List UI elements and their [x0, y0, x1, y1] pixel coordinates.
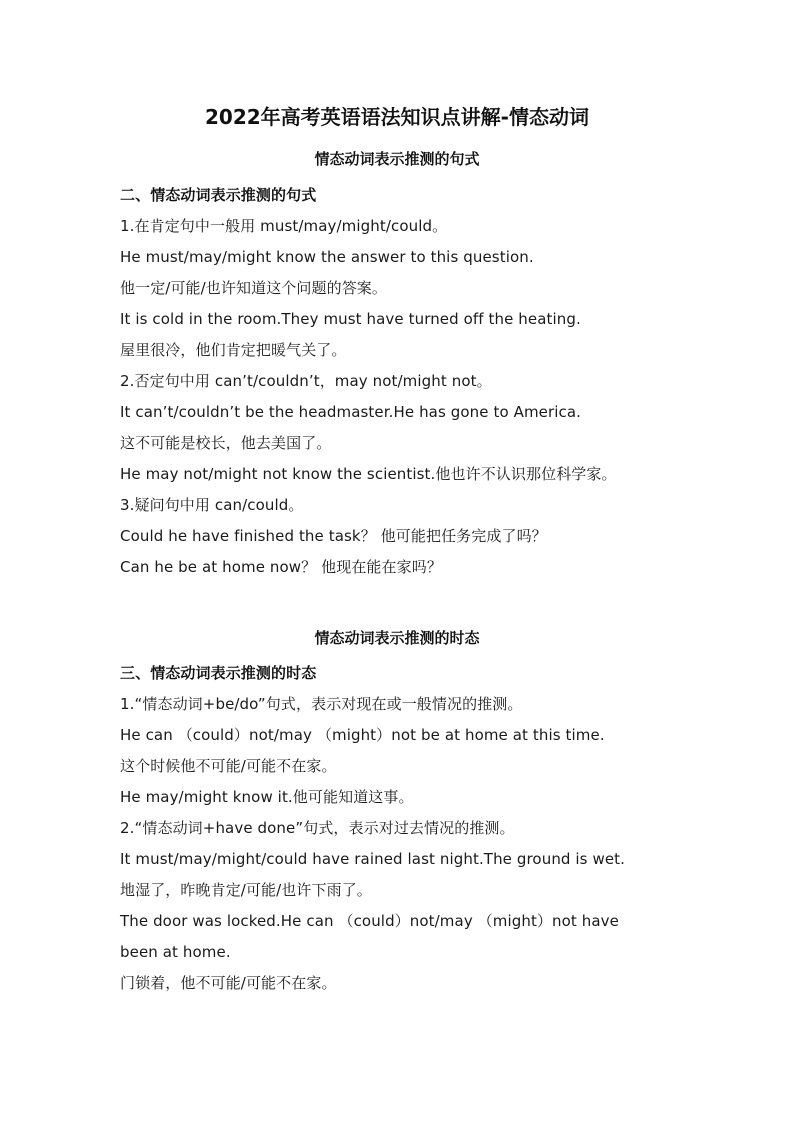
section-heading-inference-tenses: 情态动词表示推测的时态: [314, 629, 480, 647]
text-line: 2.“情态动词+have done”句式，表示对过去情况的推测。: [120, 819, 515, 837]
text-line: It is cold in the room.They must have turned off the heating.: [120, 310, 581, 328]
text-line: 2.否定句中用 can’t/couldn’t，may not/might not。: [120, 372, 492, 390]
text-line: 门锁着，他不可能/可能不在家。: [120, 974, 337, 992]
text-line: been at home.: [120, 943, 231, 961]
text-line: 屋里很冷，他们肯定把暖气关了。: [120, 341, 347, 359]
text-line: Could he have finished the task？ 他可能把任务完成了吗？: [120, 527, 547, 545]
text-line: The door was locked.He can （could）not/may （might）not have: [120, 912, 619, 930]
text-line: Can he be at home now？ 他现在能在家吗？: [120, 558, 442, 576]
document-title: 2022年高考英语语法知识点讲解-情态动词: [205, 105, 589, 129]
text-line: 这个时候他不可能/可能不在家。: [120, 757, 337, 775]
text-line: 地湿了，昨晚肯定/可能/也许下雨了。: [120, 881, 372, 899]
text-line: It can’t/couldn’t be the headmaster.He has gone to America.: [120, 403, 582, 421]
section-heading-inference-sentence-patterns: 情态动词表示推测的句式: [314, 150, 480, 168]
text-line: 3.疑问句中用 can/could。: [120, 496, 304, 514]
section-body-inference-tenses: [120, 658, 680, 999]
subsection-heading: 二、情态动词表示推测的句式: [120, 186, 317, 204]
text-line: It must/may/might/could have rained last night.The ground is wet.: [120, 850, 626, 868]
text-line: He may/might know it.他可能知道这事。: [120, 788, 414, 806]
text-line: 这不可能是校长，他去美国了。: [120, 434, 332, 452]
text-line: 1.在肯定句中一般用 must/may/might/could。: [120, 217, 448, 235]
section-body-inference-sentence-patterns: [120, 180, 680, 583]
subsection-heading: 三、情态动词表示推测的时态: [120, 664, 317, 682]
text-line: He can （could）not/may （might）not be at home at this time.: [120, 726, 605, 744]
text-line: He must/may/might know the answer to this question.: [120, 248, 534, 266]
text-line: 1.“情态动词+be/do”句式，表示对现在或一般情况的推测。: [120, 695, 523, 713]
text-line: 他一定/可能/也许知道这个问题的答案。: [120, 279, 388, 297]
text-line: He may not/might not know the scientist.他也许不认识那位科学家。: [120, 465, 617, 483]
